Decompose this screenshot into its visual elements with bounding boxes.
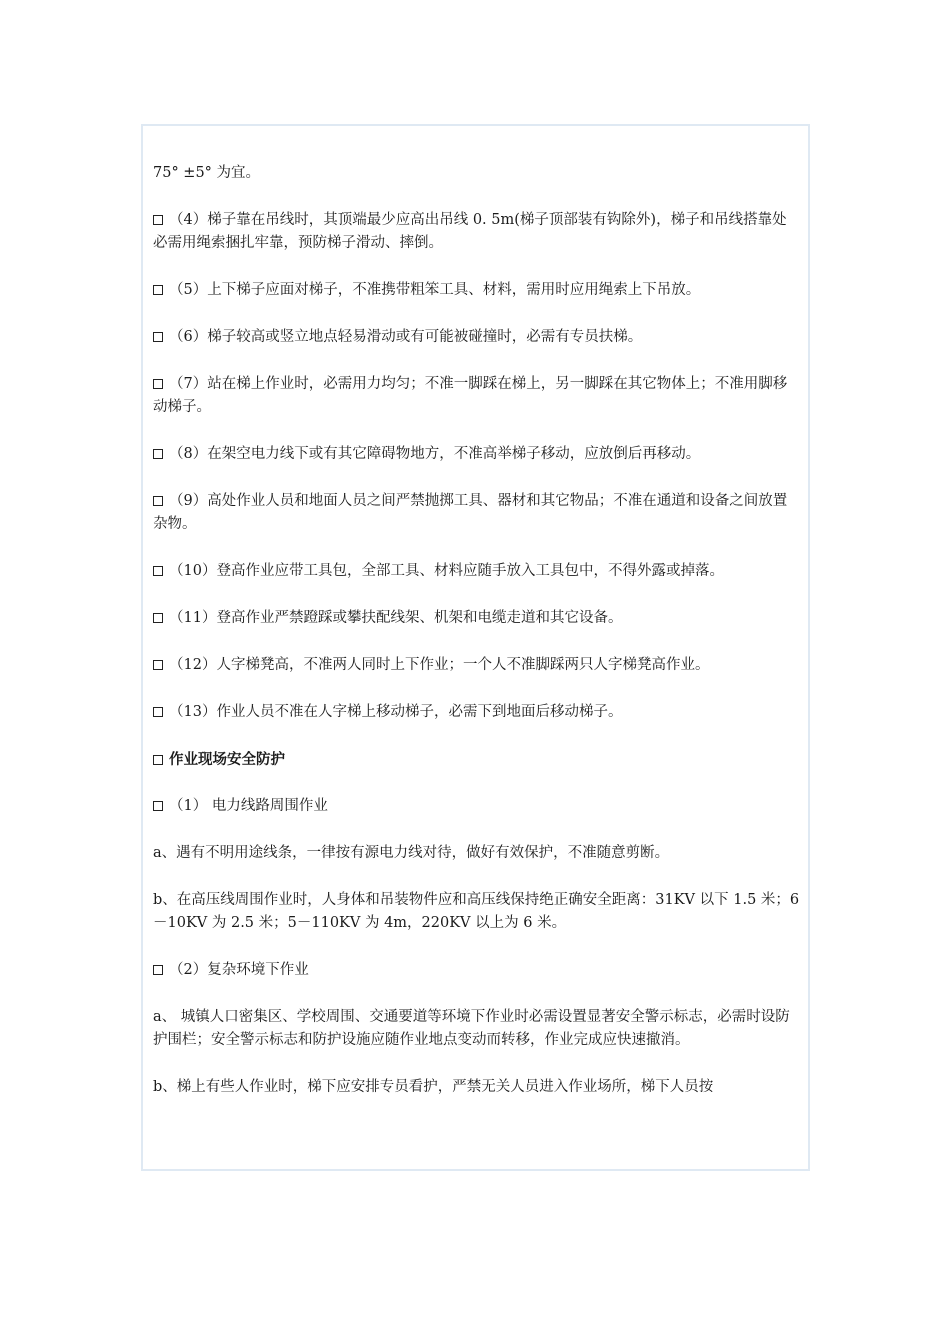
paragraph-text: （13）作业人员不准在人字梯上移动梯子，必需下到地面后移动梯子。 xyxy=(169,704,623,720)
paragraph xyxy=(153,701,801,724)
paragraph xyxy=(153,654,801,677)
paragraph xyxy=(153,326,801,349)
paragraph xyxy=(153,748,801,771)
paragraph-text: a、遇有不明用途线条，一律按有源电力线对待，做好有效保护，不准随意剪断。 xyxy=(153,845,670,861)
paragraph xyxy=(153,1076,801,1099)
checkbox-icon xyxy=(153,379,163,389)
paragraph-text: （1） 电力线路周围作业 xyxy=(169,798,328,814)
checkbox-icon xyxy=(153,215,163,225)
paragraph xyxy=(153,795,801,818)
paragraph-text: （7）站在梯上作业时，必需用力均匀；不准一脚踩在梯上，另一脚踩在其它物体上；不准用脚移动梯子。 xyxy=(153,376,788,415)
paragraph xyxy=(153,209,801,255)
paragraph xyxy=(153,279,801,302)
paragraph xyxy=(153,443,801,466)
paragraph xyxy=(153,373,801,419)
checkbox-icon xyxy=(153,285,163,295)
checkbox-icon xyxy=(153,566,163,576)
paragraph-text: （5）上下梯子应面对梯子，不准携带粗笨工具、材料，需用时应用绳索上下吊放。 xyxy=(169,282,701,298)
paragraph xyxy=(153,842,801,865)
paragraph-text: （10）登高作业应带工具包，全部工具、材料应随手放入工具包中，不得外露或掉落。 xyxy=(169,563,724,579)
paragraph xyxy=(153,560,801,583)
paragraph-text: （4）梯子靠在吊线时，其顶端最少应高出吊线 0. 5m(梯子顶部装有钩除外)，梯子和吊线搭靠处必需用绳索捆扎牢靠，预防梯子滑动、摔倒。 xyxy=(153,212,787,251)
checkbox-icon xyxy=(153,660,163,670)
checkbox-icon xyxy=(153,755,163,765)
paragraph xyxy=(153,607,801,630)
paragraph-text: （8）在架空电力线下或有其它障碍物地方，不准高举梯子移动，应放倒后再移动。 xyxy=(169,446,701,462)
paragraph-text: 75° ±5° 为宜。 xyxy=(153,165,261,181)
paragraph-text: a、 城镇人口密集区、学校周围、交通要道等环境下作业时必需设置显著安全警示标志，必需时设防护围栏；安全警示标志和防护设施应随作业地点变动而转移，作业完成应快速撤消。 xyxy=(153,1009,790,1048)
paragraph-text: 作业现场安全防护 xyxy=(169,751,285,768)
paragraph-text: （6）梯子较高或竖立地点轻易滑动或有可能被碰撞时，必需有专员扶梯。 xyxy=(169,329,643,345)
paragraph-text: （11）登高作业严禁蹬踩或攀扶配线架、机架和电缆走道和其它设备。 xyxy=(169,610,623,626)
paragraph xyxy=(153,490,801,536)
paragraph xyxy=(153,889,801,935)
paragraph xyxy=(153,162,801,185)
document-body xyxy=(153,162,801,1123)
document-frame xyxy=(141,124,810,1171)
checkbox-icon xyxy=(153,449,163,459)
paragraph-text: （12）人字梯凳高，不准两人同时上下作业；一个人不准脚踩两只人字梯凳高作业。 xyxy=(169,657,710,673)
paragraph xyxy=(153,1006,801,1052)
paragraph-text: b、梯上有些人作业时，梯下应安排专员看护，严禁无关人员进入作业场所，梯下人员按 xyxy=(153,1079,714,1095)
checkbox-icon xyxy=(153,332,163,342)
checkbox-icon xyxy=(153,965,163,975)
checkbox-icon xyxy=(153,496,163,506)
checkbox-icon xyxy=(153,801,163,811)
checkbox-icon xyxy=(153,707,163,717)
paragraph xyxy=(153,959,801,982)
paragraph-text: （2）复杂环境下作业 xyxy=(169,962,309,978)
checkbox-icon xyxy=(153,613,163,623)
paragraph-text: （9）高处作业人员和地面人员之间严禁抛掷工具、器材和其它物品；不准在通道和设备之间放置杂物。 xyxy=(153,493,788,532)
paragraph-text: b、在高压线周围作业时，人身体和吊装物件应和高压线保持绝正确安全距离：31KV 以下 1.5 米；6－10KV 为 2.5 米；5－110KV 为 4m，220KV 以上为 6 米。 xyxy=(153,892,800,931)
